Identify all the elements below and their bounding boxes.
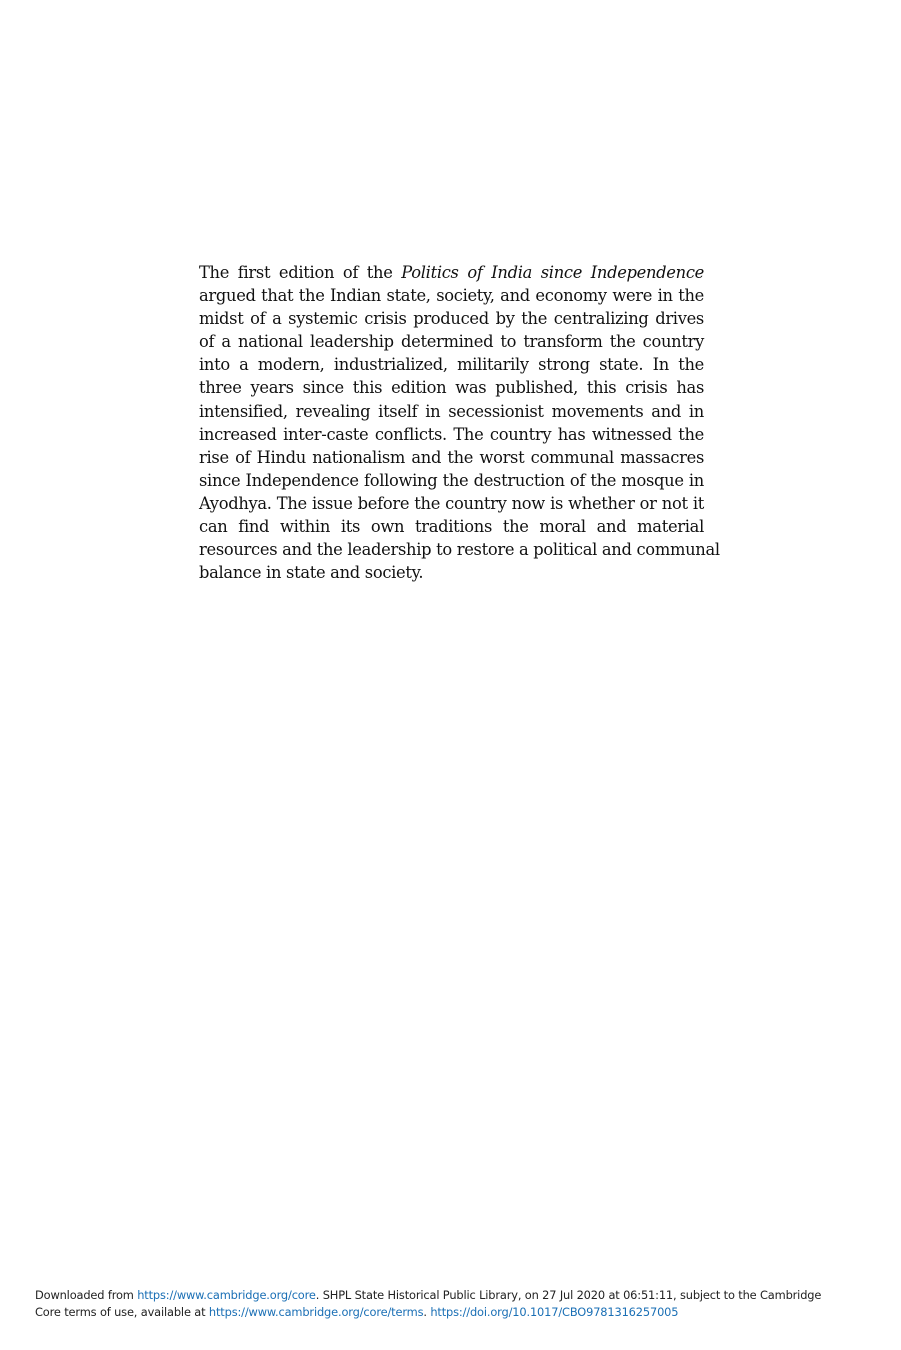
footer-line-2 (35, 1304, 885, 1321)
blurb-line: Ayodhya. The issue before the country now is whether or not it (199, 493, 704, 513)
blurb-line: intensified, revealing itself in secessionist movements and in (199, 401, 704, 421)
blurb-line: balance in state and society. (199, 563, 424, 583)
blurb-line: into a modern, industrialized, militarily strong state. In the (199, 355, 704, 375)
cambridge-core-link[interactable]: https://www.cambridge.org/core (137, 1288, 316, 1302)
blurb-line: The first edition of the Politics of India since Independence (199, 263, 704, 282)
blurb-line: since Independence following the destruction of the mosque in (199, 470, 704, 490)
footer-library-text: . SHPL State Historical Public Library, on 27 Jul 2020 at 06:51:11, subject to the Cambridge (315, 1288, 822, 1302)
blurb-line: rise of Hindu nationalism and the worst communal massacres (199, 447, 704, 467)
footer-terms-text: Core terms of use, available at (35, 1305, 209, 1319)
blurb-line: argued that the Indian state, society, and economy were in the (199, 286, 704, 306)
footer-downloaded-from: Downloaded from (35, 1288, 138, 1302)
book-blurb (199, 261, 720, 584)
footer-line-1 (35, 1287, 885, 1304)
blurb-line: of a national leadership determined to transform the country (199, 332, 704, 352)
doi-link[interactable]: https://doi.org/10.1017/CBO9781316257005 (430, 1305, 679, 1319)
download-footer (35, 1287, 885, 1321)
book-title: Politics of India since Independence (401, 263, 704, 282)
blurb-line: increased inter-caste conflicts. The country has witnessed the (199, 424, 704, 444)
blurb-line: resources and the leadership to restore a political and communal (199, 540, 720, 560)
blurb-line: three years since this edition was published, this crisis has (199, 378, 704, 398)
blurb-line: can find within its own traditions the moral and material (199, 517, 704, 537)
terms-link[interactable]: https://www.cambridge.org/core/terms (208, 1305, 424, 1319)
footer-separator: . (423, 1305, 431, 1319)
blurb-line: midst of a systemic crisis produced by the centralizing drives (199, 309, 704, 329)
